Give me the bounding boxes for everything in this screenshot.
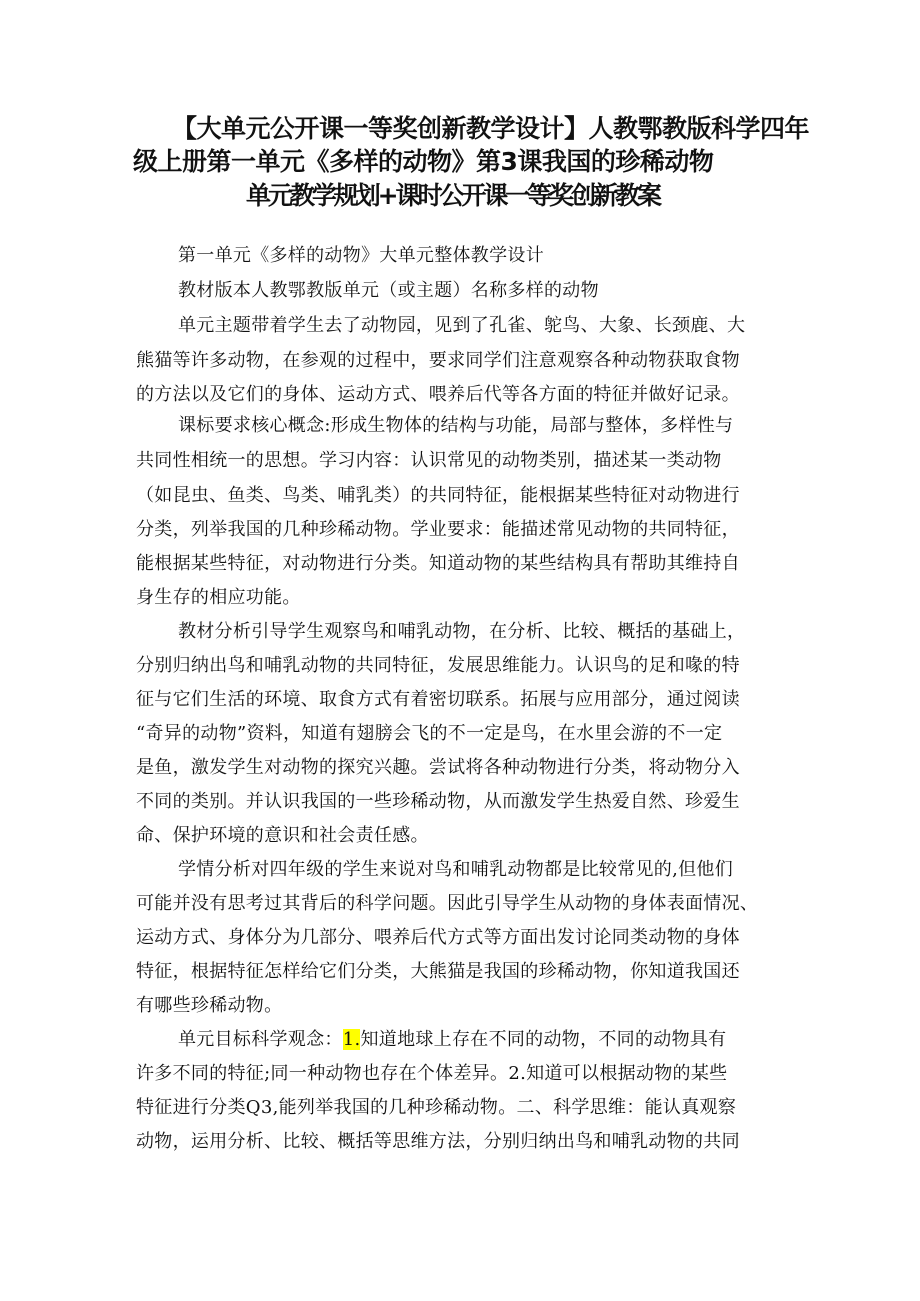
objective-text: 知道地球上存在不同的动物，不同的动物具有 [360,1029,727,1050]
paragraph-line: 征与它们生活的环境、取食方式有着密切联系。拓展与应用部分，通过阅读 [136,689,740,710]
paragraph-line: 课标要求核心概念:形成生物体的结构与功能，局部与整体，多样性与 [178,415,734,436]
paragraph-line: 学情分析对四年级的学生来说对鸟和哺乳动物都是比较常见的,但他们 [178,859,734,880]
paragraph-line: 能根据某些特征，对动物进行分类。知道动物的某些结构具有帮助其维持自 [136,553,740,574]
title-line-1: 【大单元公开课一等奖创新教学设计】人教鄂教版科学四年 [172,114,810,143]
paragraph-line: “奇异的动物”资料，知道有翅膀会飞的不一定是鸟，在水里会游的不一定 [136,723,723,744]
paragraph-line: 教材版本人教鄂教版单元（或主题）名称多样的动物 [178,280,599,301]
paragraph-line: 许多不同的特征;同一种动物也存在个体差异。2.知道可以根据动物的某些 [136,1063,728,1084]
paragraph-line: 是鱼，激发学生对动物的探究兴趣。尝试将各种动物进行分类，将动物分入 [136,757,740,778]
paragraph-line: 共同性相统一的思想。学习内容：认识常见的动物类别，描述某一类动物 [136,450,722,471]
paragraph-line: 分类，列举我国的几种珍稀动物。学业要求：能描述常见动物的共同特征， [136,519,740,540]
paragraph-line: 动物，运用分析、比较、概括等思维方法，分别归纳出鸟和哺乳动物的共同 [136,1131,740,1152]
paragraph-line: 熊猫等许多动物，在参观的过程中，要求同学们注意观察各种动物获取食物 [136,350,740,371]
highlighted-number: 1. [342,1029,361,1050]
paragraph-line: 的方法以及它们的身体、运动方式、喂养后代等各方面的特征并做好记录。 [136,384,740,405]
title-line-2: 级上册第一单元《多样的动物》第3课我国的珍稀动物 [133,147,714,176]
paragraph-line [178,1025,726,1055]
paragraph-line: 特征进行分类Q3,能列举我国的几种珍稀动物。二、科学思维：能认真观察 [136,1097,737,1118]
paragraph-line: 可能并没有思考过其背后的科学问题。因此引导学生从动物的身体表面情况、 [136,893,759,914]
paragraph-line: 不同的类别。并认识我国的一些珍稀动物，从而激发学生热爱自然、珍爱生 [136,791,740,812]
paragraph-line: 第一单元《多样的动物》大单元整体教学设计 [178,245,544,266]
paragraph-line: 有哪些珍稀动物。 [136,995,283,1016]
paragraph-line: （如昆虫、鱼类、鸟类、哺乳类）的共同特征，能根据某些特征对动物进行 [136,485,740,506]
paragraph-line: 运动方式、身体分为几部分、喂养后代方式等方面出发讨论同类动物的身体 [136,927,740,948]
paragraph-line: 分别归纳出鸟和哺乳动物的共同特征，发展思维能力。认识鸟的足和喙的特 [136,655,740,676]
objective-label: 单元目标科学观念： [178,1029,343,1050]
paragraph-line: 命、保护环境的意识和社会责任感。 [136,825,429,846]
paragraph-line: 教材分析引导学生观察鸟和哺乳动物，在分析、比较、概括的基础上， [178,621,746,642]
paragraph-line: 特征，根据特征怎样给它们分类，大熊猫是我国的珍稀动物，你知道我国还 [136,961,740,982]
title-line-3: 单元教学规划+课时公开课一等奖创新教案 [246,181,659,210]
paragraph-line: 单元主题带着学生去了动物园，见到了孔雀、鸵鸟、大象、长颈鹿、大 [178,315,746,336]
paragraph-line: 身生存的相应功能。 [136,587,301,608]
